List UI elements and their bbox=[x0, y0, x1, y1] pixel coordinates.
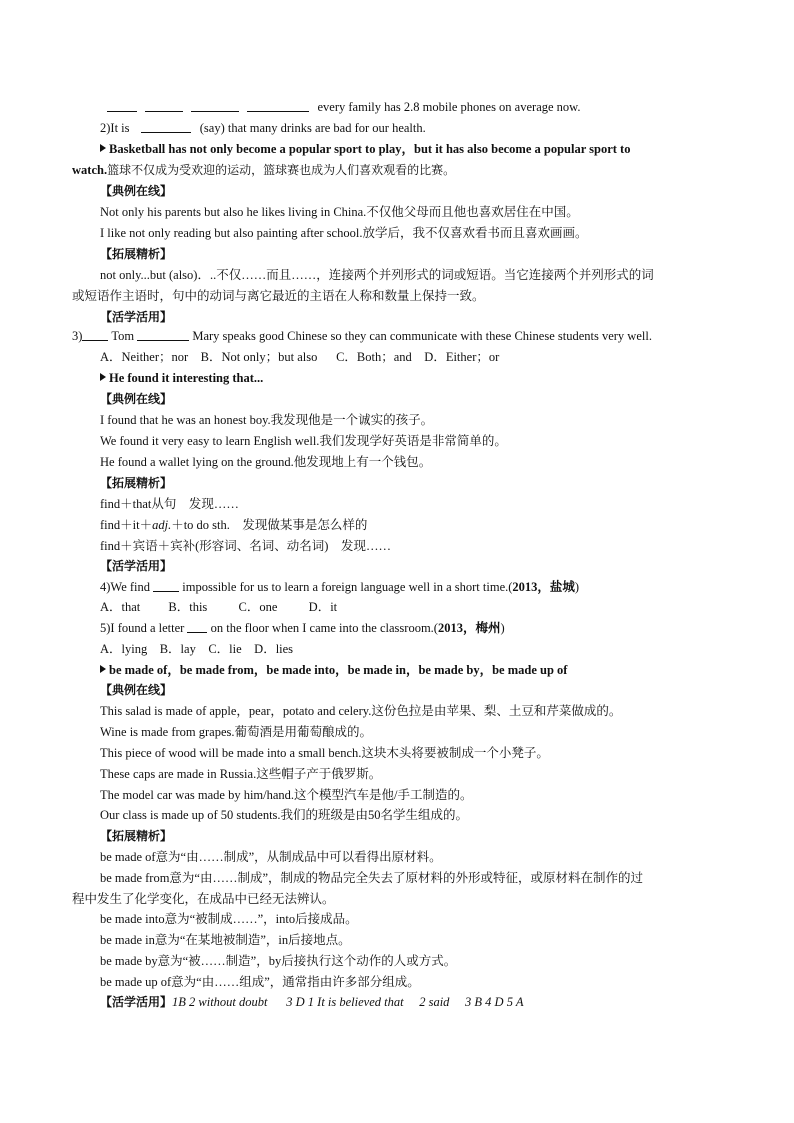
answer-blank[interactable] bbox=[107, 99, 137, 112]
triangle-bullet-icon bbox=[100, 144, 106, 152]
exercise-line-2 bbox=[0, 119, 794, 137]
answer-blank[interactable] bbox=[247, 99, 309, 112]
key-sentence-text: be made of，be made from，be made into，be made in，be made by，be made up of bbox=[109, 663, 568, 677]
exercise-question-5 bbox=[0, 619, 794, 637]
answer-blank[interactable] bbox=[145, 99, 183, 112]
section-header-extend: 【拓展精析】 bbox=[100, 476, 173, 490]
example-sentence: This piece of wood will be made into a small bench.这块木头将要被制成一个小凳子。 bbox=[100, 746, 549, 760]
explanation-text: be made by意为“被……制造”，by后接执行这个动作的人或方式。 bbox=[100, 954, 457, 968]
section-header-example: 【典例在线】 bbox=[100, 184, 173, 198]
answer-blank[interactable] bbox=[187, 620, 207, 633]
exercise-text: 5)I found a letter bbox=[100, 621, 185, 635]
explanation-text bbox=[0, 516, 794, 534]
explanation-text: find＋宾语＋宾补(形容词、名词、动名词) 发现…… bbox=[100, 539, 391, 553]
section-header-extend: 【拓展精析】 bbox=[100, 247, 173, 261]
exercise-question-4 bbox=[0, 578, 794, 596]
example-sentence: This salad is made of apple，pear，potato and celery.这份色拉是由苹果、梨、土豆和芹菜做成的。 bbox=[100, 704, 622, 718]
section-header-practice: 【活学活用】 bbox=[100, 559, 173, 573]
answer-blank[interactable] bbox=[191, 99, 239, 112]
exercise-source: 2013，盐城 bbox=[512, 580, 575, 594]
exercise-options: A．lying B．lay C．lie D．lies bbox=[100, 642, 294, 656]
section-header-example: 【典例在线】 bbox=[100, 392, 173, 406]
example-sentence: Not only his parents but also he likes living in China.不仅他父母而且他也喜欢居住在中国。 bbox=[100, 205, 579, 219]
exercise-line-1 bbox=[0, 98, 794, 116]
exercise-text: Mary speaks good Chinese so they can communicate with these Chinese students very well. bbox=[192, 329, 652, 343]
key-sentence-text: watch. bbox=[72, 163, 108, 177]
key-sentence-heading bbox=[0, 369, 794, 387]
answer-blank[interactable] bbox=[137, 328, 189, 341]
section-header-practice: 【活学活用】 bbox=[100, 310, 173, 324]
triangle-bullet-icon bbox=[100, 665, 106, 673]
answer-blank[interactable] bbox=[82, 328, 108, 341]
exercise-options: A．that B．this C．one D．it bbox=[100, 600, 338, 614]
explanation-text: not only...but (also)．..不仅……而且……，连接两个并列形式的词或短语。当它连接两个并列形式的词 bbox=[100, 268, 654, 282]
exercise-text: on the floor when I came into the classroom.( bbox=[210, 621, 438, 635]
example-sentence: He found a wallet lying on the ground.他发现地上有一个钱包。 bbox=[100, 455, 432, 469]
example-sentence: I found that he was an honest boy.我发现他是一个诚实的孩子。 bbox=[100, 413, 434, 427]
question-number: 3) bbox=[72, 329, 83, 343]
key-sentence-text: Basketball has not only become a popular sport to play，but it has also become a popular sport to bbox=[109, 142, 631, 156]
explanation-text-part: find＋it＋ bbox=[100, 518, 153, 532]
explanation-text-part: adj. bbox=[152, 518, 172, 532]
explanation-text-part: ＋to do sth. 发现做某事是怎么样的 bbox=[171, 518, 368, 532]
key-sentence-heading bbox=[0, 661, 794, 679]
example-sentence: We found it very easy to learn English well.我们发现学好英语是非常简单的。 bbox=[100, 434, 507, 448]
exercise-text: ) bbox=[574, 580, 580, 594]
answer-key-label: 【活学活用】 bbox=[100, 995, 173, 1009]
exercise-text: Tom bbox=[111, 329, 135, 343]
exercise-text: (say) that many drinks are bad for our health. bbox=[199, 121, 426, 135]
example-sentence: I like not only reading but also painting after school.放学后，我不仅喜欢看书而且喜欢画画。 bbox=[100, 226, 588, 240]
answer-blank[interactable] bbox=[153, 579, 179, 592]
translation-text: 篮球不仅成为受欢迎的运动，篮球赛也成为人们喜欢观看的比赛。 bbox=[107, 163, 456, 177]
answer-key-text: 1B 2 without doubt 3 D 1 It is believed that 2 said 3 B 4 D 5 A bbox=[172, 995, 524, 1009]
exercise-source: 2013，梅州 bbox=[437, 621, 501, 635]
explanation-text: be made from意为“由……制成”，制成的物品完全失去了原材料的外形或特征，或原材料在制作的过 bbox=[100, 871, 644, 885]
example-sentence: The model car was made by him/hand.这个模型汽车是他/手工制造的。 bbox=[100, 788, 473, 802]
explanation-text: find＋that从句 发现…… bbox=[100, 497, 239, 511]
explanation-text: be made in意为“在某地被制造”，in后接地点。 bbox=[100, 933, 351, 947]
example-sentence: Our class is made up of 50 students.我们的班级是由50名学生组成的。 bbox=[100, 808, 469, 822]
answer-key bbox=[0, 993, 794, 1011]
explanation-text: 程中发生了化学变化，在成品中已经无法辨认。 bbox=[72, 892, 335, 906]
explanation-text: be made up of意为“由……组成”，通常指由许多部分组成。 bbox=[100, 975, 420, 989]
section-header-extend: 【拓展精析】 bbox=[100, 829, 173, 843]
example-sentence: These caps are made in Russia.这些帽子产于俄罗斯。 bbox=[100, 767, 382, 781]
key-sentence-heading bbox=[0, 140, 794, 158]
key-sentence-continued bbox=[0, 161, 794, 179]
exercise-text: 2)It is bbox=[100, 121, 130, 135]
explanation-text: be made of意为“由……制成”，从制成品中可以看得出原材料。 bbox=[100, 850, 442, 864]
triangle-bullet-icon bbox=[100, 373, 106, 381]
exercise-options: A．Neither；nor B．Not only；but also C．Both；and D．Either；or bbox=[100, 350, 500, 364]
exercise-text: impossible for us to learn a foreign language well in a short time.( bbox=[182, 580, 513, 594]
exercise-text: ) bbox=[500, 621, 505, 635]
explanation-text: 或短语作主语时，句中的动词与离它最近的主语在人称和数量上保持一致。 bbox=[72, 289, 485, 303]
exercise-text: 4)We find bbox=[100, 580, 151, 594]
section-header-example: 【典例在线】 bbox=[100, 683, 173, 697]
explanation-text: be made into意为“被制成……”，into后接成品。 bbox=[100, 912, 358, 926]
exercise-question-3 bbox=[0, 327, 794, 345]
exercise-text: every family has 2.8 mobile phones on average now. bbox=[317, 100, 581, 114]
example-sentence: Wine is made from grapes.葡萄酒是用葡萄酿成的。 bbox=[100, 725, 373, 739]
answer-blank[interactable] bbox=[141, 120, 191, 133]
key-sentence-text: He found it interesting that... bbox=[109, 371, 264, 385]
